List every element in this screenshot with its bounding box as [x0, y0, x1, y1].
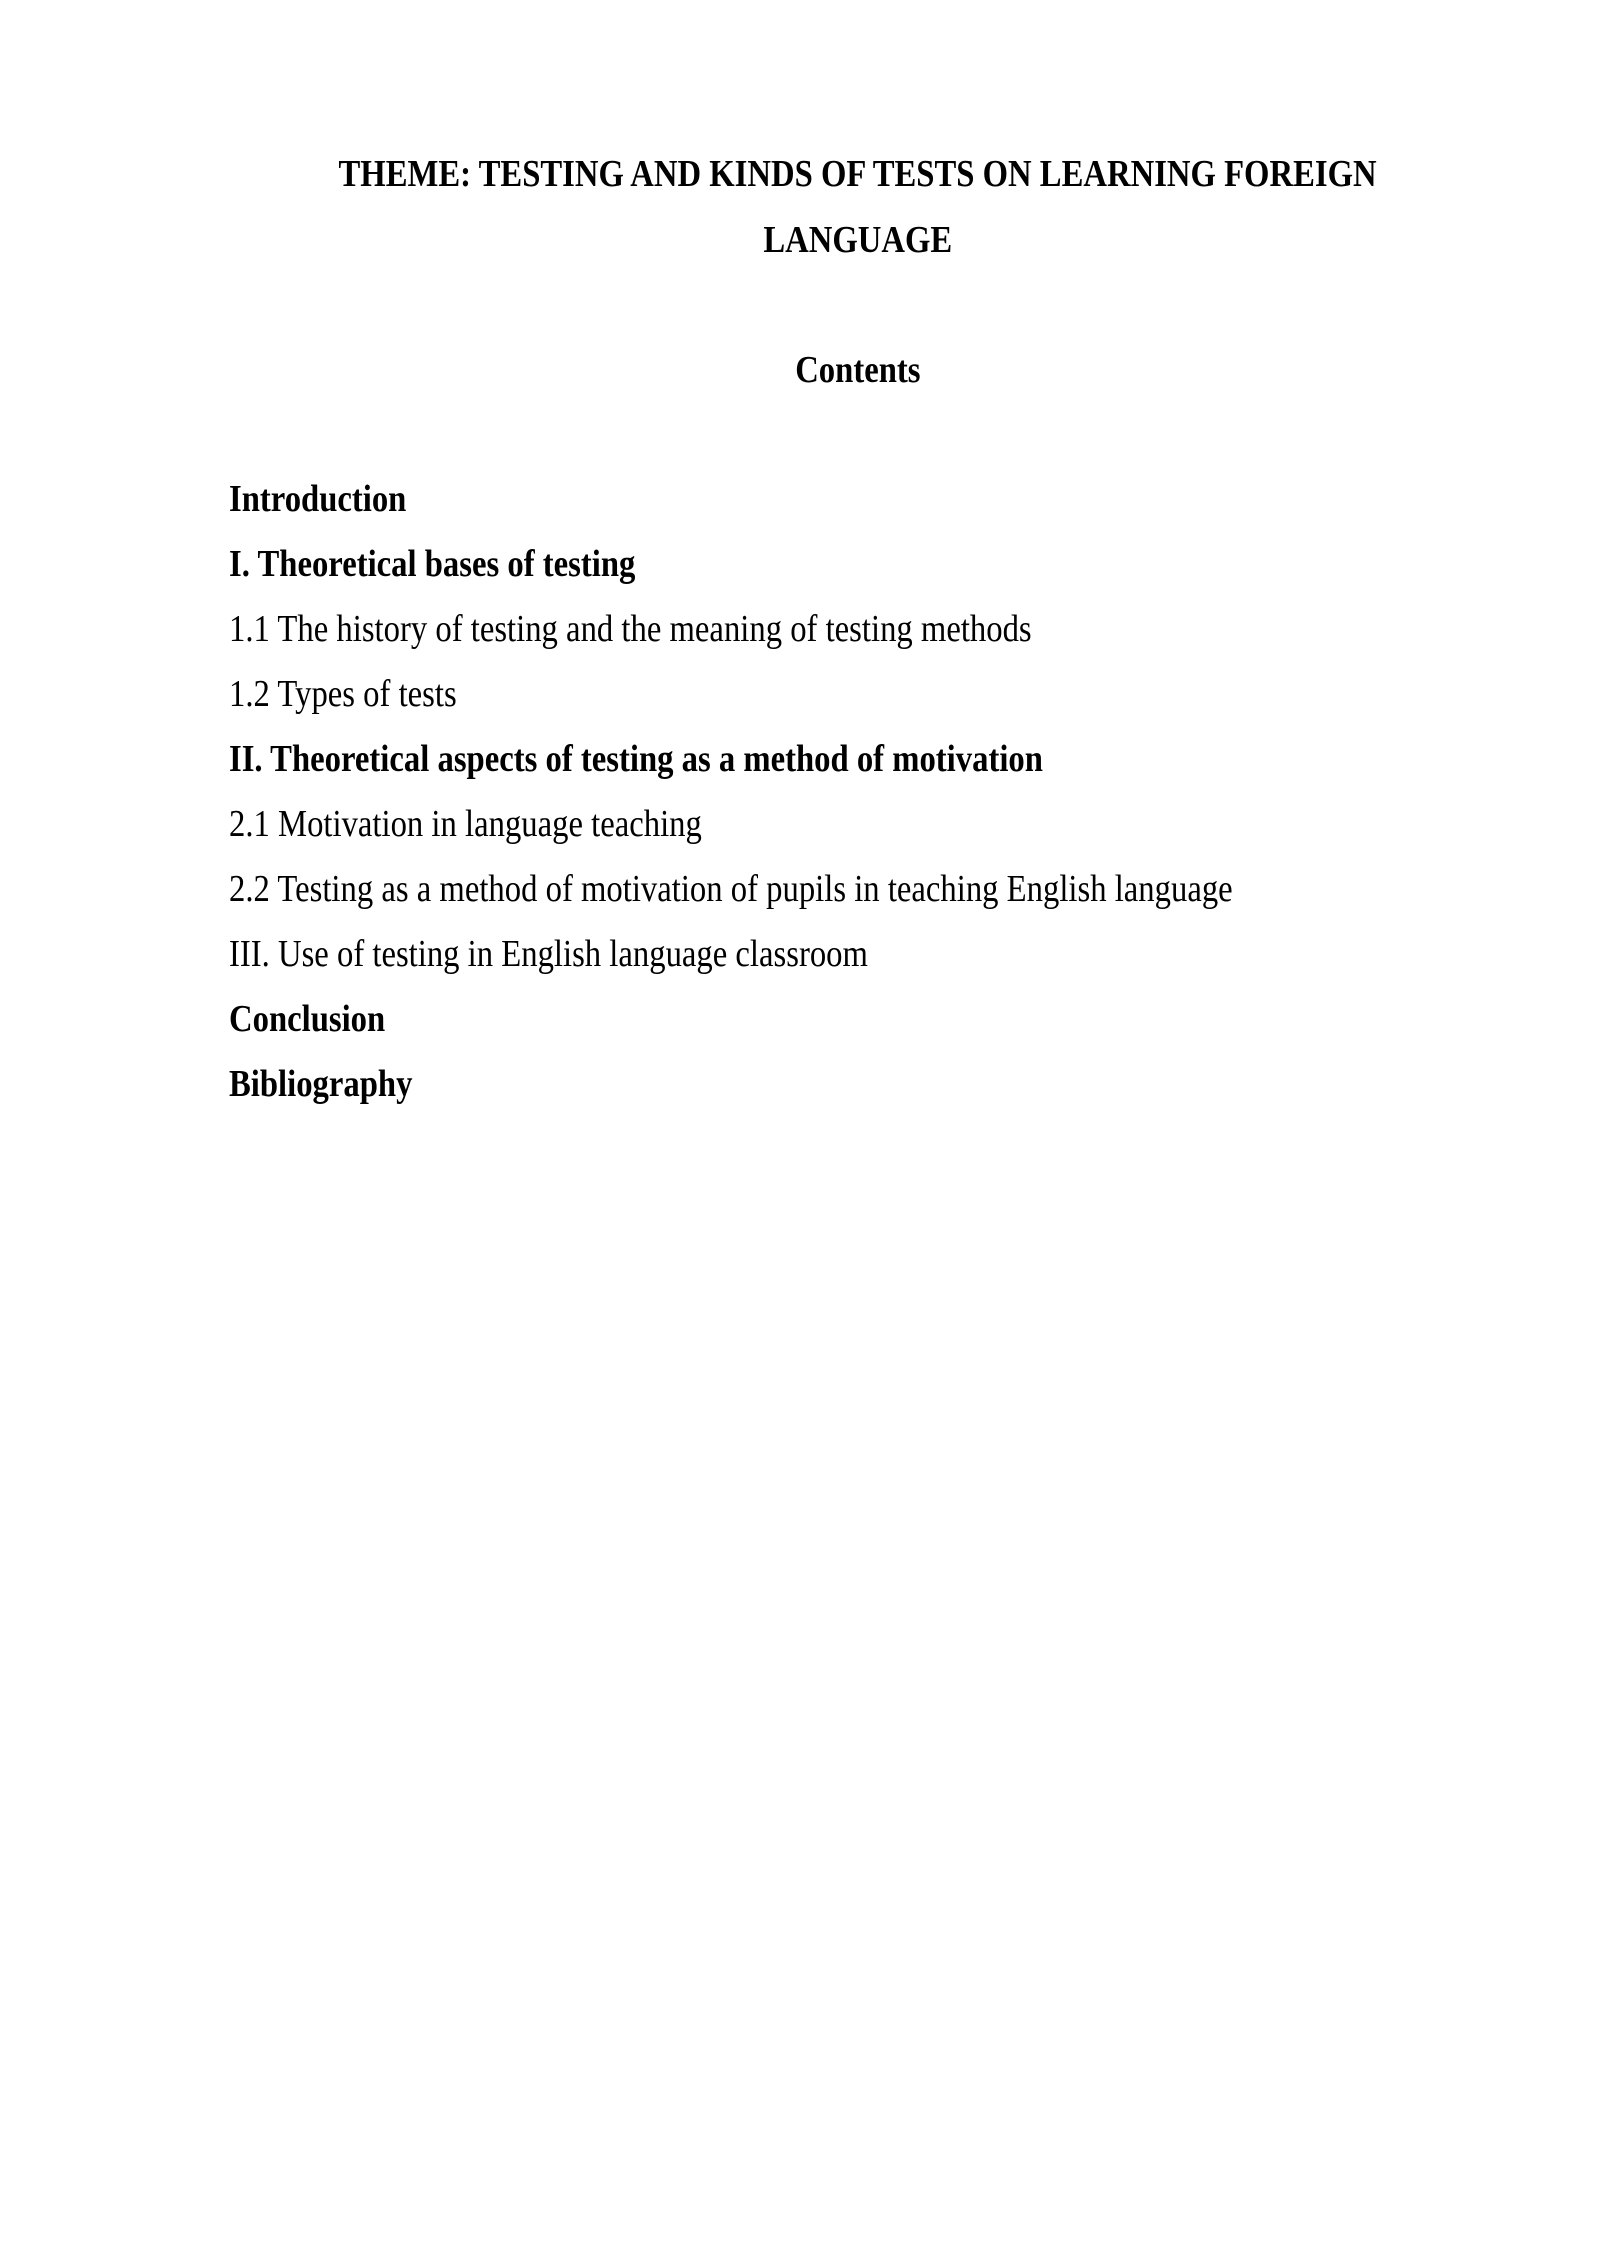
- table-of-contents: [229, 477, 1529, 1127]
- toc-item-section-1-2: 1.2 Types of tests: [229, 673, 457, 715]
- toc-item-bibliography: Bibliography: [229, 1063, 413, 1105]
- document-title-line-2: LANGUAGE: [763, 219, 953, 261]
- toc-item-section-2-1: 2.1 Motivation in language teaching: [229, 803, 702, 845]
- toc-item-section-1-1: 1.1 The history of testing and the meaning of testing methods: [229, 608, 1032, 650]
- toc-item-section-2-2: 2.2 Testing as a method of motivation of pupils in teaching English language: [229, 868, 1233, 910]
- toc-item-chapter-1: I. Theoretical bases of testing: [229, 543, 636, 585]
- toc-item-conclusion: Conclusion: [229, 998, 386, 1040]
- toc-item-introduction: Introduction: [229, 478, 407, 520]
- document-title-line-1: THEME: TESTING AND KINDS OF TESTS ON LEARNING FOREIGN: [338, 153, 1378, 195]
- toc-item-chapter-3: III. Use of testing in English language classroom: [229, 933, 868, 975]
- toc-item-chapter-2: II. Theoretical aspects of testing as a method of motivation: [229, 738, 1043, 780]
- contents-heading: Contents: [795, 349, 921, 391]
